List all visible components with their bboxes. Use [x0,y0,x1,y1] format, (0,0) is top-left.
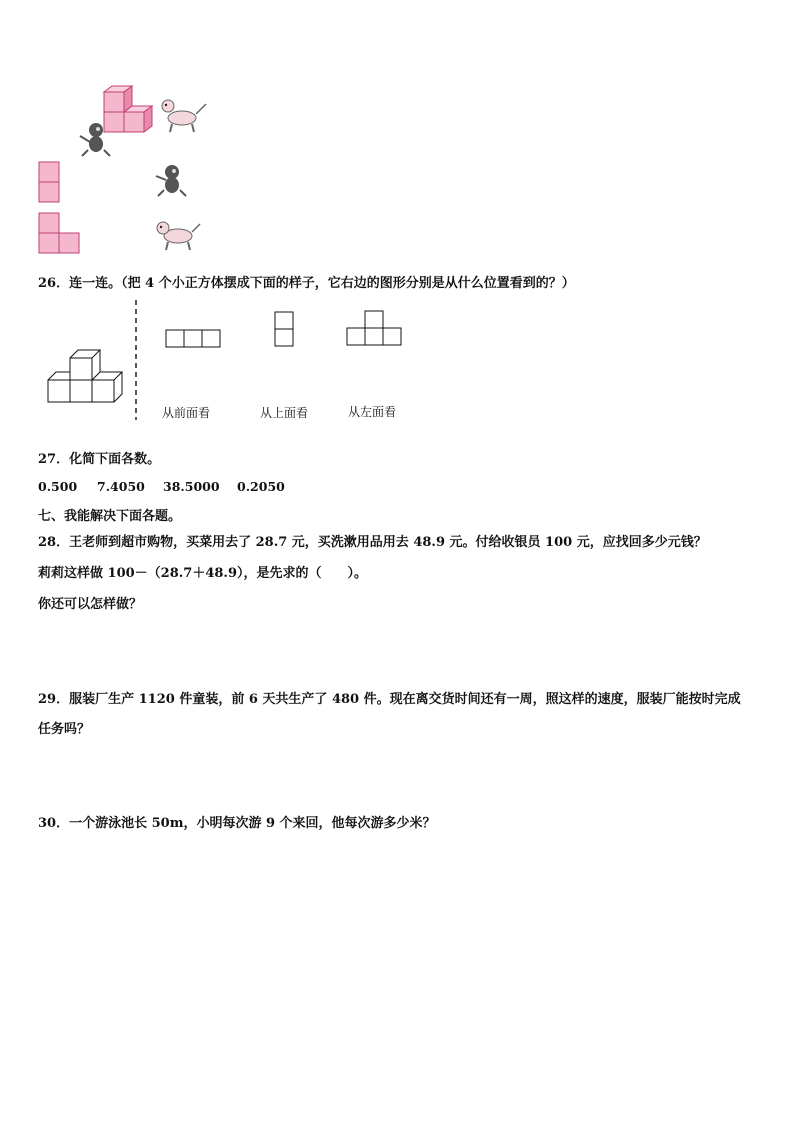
left-view-shape [347,311,401,345]
question-28-line2: 莉莉这样做 100－（28.7＋48.9），是先求的（ ）。 [38,566,367,581]
question-26: 26．连一连。（把 4 个小正方体摆成下面的样子，它右边的图形分别是从什么位置看到的？） [38,276,575,291]
cube-stack-outline [48,350,122,402]
number-item: 0.2050 [237,479,285,494]
number-item: 0.500 [38,479,78,494]
view-label-left: 从左面看 [348,405,397,419]
view-shape-vertical [39,162,59,202]
top-view-shape [275,312,293,346]
question-28-line3: 你还可以怎样做？ [38,597,143,612]
number-item: 38.5000 [163,479,220,494]
section-heading: 七、我能解决下面各题。 [38,509,182,524]
monkey-icon [156,165,186,196]
question-30: 30．一个游泳池长 50m，小明每次游 9 个来回，他每次游多少米？ [38,816,436,831]
cube-views-figure [0,0,260,265]
dog-icon [157,222,200,250]
cube-stack-icon [104,86,152,132]
view-shape-l [39,213,79,253]
number-item: 7.4050 [97,479,145,494]
question-28: 28．王老师到超市购物，买菜用去了 28.7 元，买洗漱用品用去 48.9 元。付给收银员 100 元，应找回多少元钱？ [38,535,707,550]
question-29-line2: 任务吗？ [38,722,91,737]
front-view-shape [166,330,220,347]
question-27: 27．化简下面各数。 [38,452,161,467]
view-label-top: 从上面看 [260,406,309,420]
dog-icon [162,100,206,132]
question-29: 29．服装厂生产 1120 件童装，前 6 天共生产了 480 件。现在离交货时间还有一周，照这样的速度，服装厂能按时完成 [38,692,741,707]
view-label-front: 从前面看 [162,406,211,420]
